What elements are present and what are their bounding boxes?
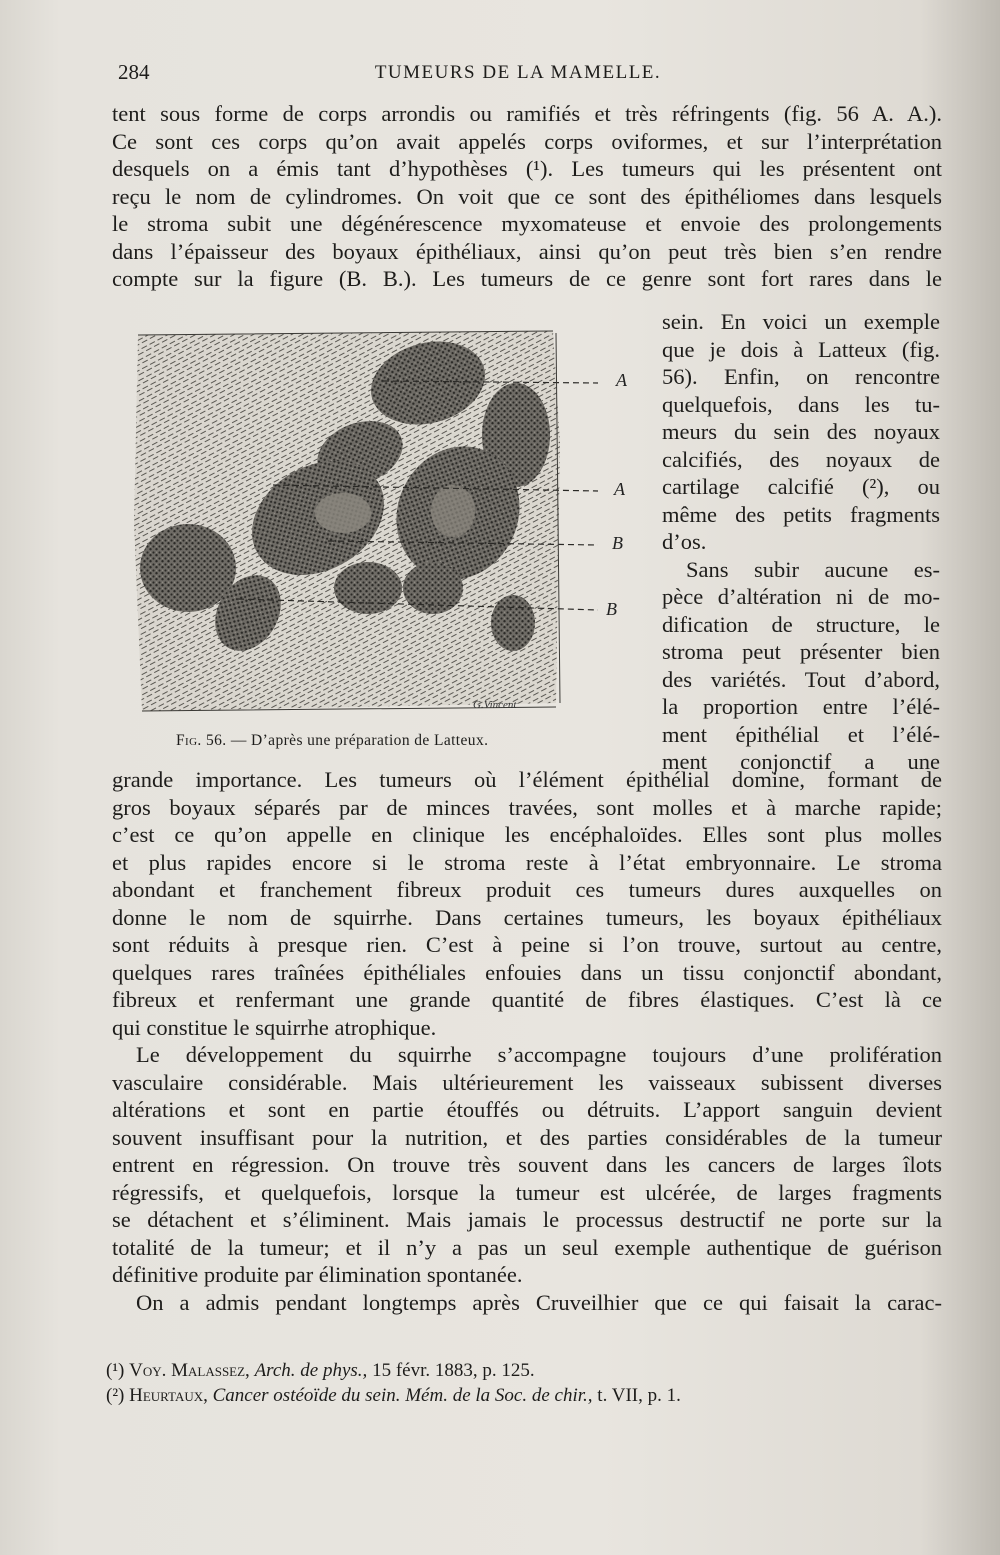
text-line: dans l’épaisseur des boyaux épithéliaux, ainsi qu’on peut très bien s’en rendre: [112, 238, 942, 264]
text-line: Le développement du squirrhe s’accompagne toujours d’une prolifération: [136, 1042, 942, 1067]
text-line: desquels on a émis tant d’hypothèses (¹). Les tumeurs qui les présentent ont: [112, 156, 942, 181]
text-line: définitive produite par élimination spontanée.: [112, 1262, 523, 1287]
text-line: qui constitue le squirrhe atrophique.: [112, 1014, 437, 1040]
text-line: c’est ce qu’on appelle en clinique les encéphaloïdes. Elles sont plus molles: [112, 822, 942, 847]
page-header: [118, 60, 918, 90]
running-title: TUMEURS DE LA MAMELLE.: [374, 62, 662, 83]
label-a-2: A: [614, 479, 625, 499]
footnote-author: Voy. Malassez,: [129, 1360, 250, 1381]
text-line: stroma peut présenter bien: [662, 639, 940, 664]
text-line: tent sous forme de corps arrondis ou ramifiés et très réfringents (fig. 56 A. A.).: [112, 101, 942, 126]
label-b-2: B: [606, 599, 617, 619]
figure-drawing: [128, 323, 628, 718]
text-line: se détachent et s’éliminent. Mais jamais le processus destructif ne porte sur la: [112, 1207, 942, 1232]
page-number: 284: [118, 60, 150, 84]
text-line: d’os.: [662, 529, 707, 554]
text-line: meurs du sein des noyaux: [662, 419, 940, 444]
histology-figure: [128, 323, 628, 718]
footnote-mark: (¹): [106, 1360, 125, 1381]
text-line: fibreux et renfermant une grande quantité de fibres élastiques. C’est là ce: [112, 987, 942, 1012]
text-line: des variétés. Tout d’abord,: [662, 666, 940, 692]
caption-figure-number: Fig. 56.: [176, 732, 227, 749]
text-line: entrent en régression. On trouve très souvent dans les cancers de larges îlots: [112, 1152, 942, 1177]
label-a-1: A: [616, 370, 627, 390]
footnote-reference: Cancer ostéoïde du sein. Mém. de la Soc. de chir.,: [212, 1385, 593, 1406]
text-line: vasculaire considérable. Mais ultérieurement les vaisseaux subissent diverses: [112, 1069, 942, 1095]
text-line: abondant et franchement fibreux produit ces tumeurs dures auxquelles on: [112, 877, 942, 902]
text-line: donne le nom de squirrhe. Dans certaines tumeurs, les boyaux épithéliaux: [112, 904, 942, 930]
label-b-1: B: [612, 533, 623, 553]
text-line: pèce d’altération ni de mo-: [662, 584, 940, 609]
footnotes: [106, 1358, 826, 1408]
text-line: altérations et sont en partie étouffés ou détruits. L’apport sanguin devient: [112, 1097, 942, 1122]
text-line: que je dois à Latteux (fig.: [662, 336, 940, 362]
text-line: On a admis pendant longtemps après Cruveilhier que ce qui faisait la carac-: [136, 1289, 942, 1315]
text-line: calcifiés, des noyaux de: [662, 446, 940, 472]
footnote-reference: Arch. de phys.,: [254, 1360, 368, 1381]
text-line: totalité de la tumeur; et il n’y a pas un seul exemple authentique de guérison: [112, 1234, 942, 1260]
text-line: Ce sont ces corps qu’on avait appelés corps oviformes, et sur l’interprétation: [112, 128, 942, 154]
text-line: la proportion entre l’élé-: [662, 694, 940, 719]
footnote-2: [106, 1383, 826, 1408]
text-line: compte sur la figure (B. B.). Les tumeurs de ce genre sont fort rares dans le: [112, 266, 942, 291]
figure-caption: [176, 732, 488, 750]
text-line: ment conjonctif a une: [662, 749, 940, 774]
text-line: régressifs, et quelquefois, lorsque la tumeur est ulcérée, de larges fragments: [112, 1179, 942, 1205]
caption-text: — D’après une préparation de Latteux.: [226, 732, 489, 749]
text-line: dification de structure, le: [662, 611, 940, 637]
text-line: quelquefois, dans les tu-: [662, 391, 940, 417]
footnote-author: Heurtaux,: [129, 1385, 208, 1406]
footnote-mark: (²): [106, 1385, 125, 1406]
text-line: grande importance. Les tumeurs où l’élément épithélial domine, formant de: [112, 767, 942, 792]
text-line: sont réduits à presque rien. C’est à peine si l’on trouve, surtout au centre,: [112, 932, 942, 957]
text-line: gros boyaux séparés par de minces travées, sont molles et à marche rapide;: [112, 794, 942, 820]
text-line: souvent insuffisant pour la nutrition, et des parties considérables de la tumeur: [112, 1124, 942, 1150]
text-line: même des petits fragments: [662, 501, 940, 527]
text-line: 56). Enfin, on rencontre: [662, 364, 940, 389]
footnote-1: [106, 1358, 826, 1383]
engraver-signature: G.Vincent: [473, 699, 517, 711]
bottom-paragraphs: [112, 766, 942, 1316]
text-line: cartilage calcifié (²), ou: [662, 474, 940, 499]
top-paragraph: [112, 100, 942, 293]
footnote-rest: 15 févr. 1883, p. 125.: [367, 1360, 535, 1381]
text-line: le stroma subit une dégénérescence myxomateuse et envoie des prolongements: [112, 211, 942, 236]
text-line: quelques rares traînées épithéliales enfouies dans un tissu conjonctif abondant,: [112, 959, 942, 985]
footnote-rest: t. VII, p. 1.: [592, 1385, 681, 1406]
side-paragraph: [662, 308, 940, 776]
text-line: Sans subir aucune es-: [686, 556, 940, 582]
text-line: ment épithélial et l’élé-: [662, 721, 940, 747]
text-line: reçu le nom de cylindromes. On voit que ce sont des épithéliomes dans lesquels: [112, 183, 942, 209]
text-line: sein. En voici un exemple: [662, 309, 940, 334]
text-line: et plus rapides encore si le stroma reste à l’état embryonnaire. Le stroma: [112, 849, 942, 875]
